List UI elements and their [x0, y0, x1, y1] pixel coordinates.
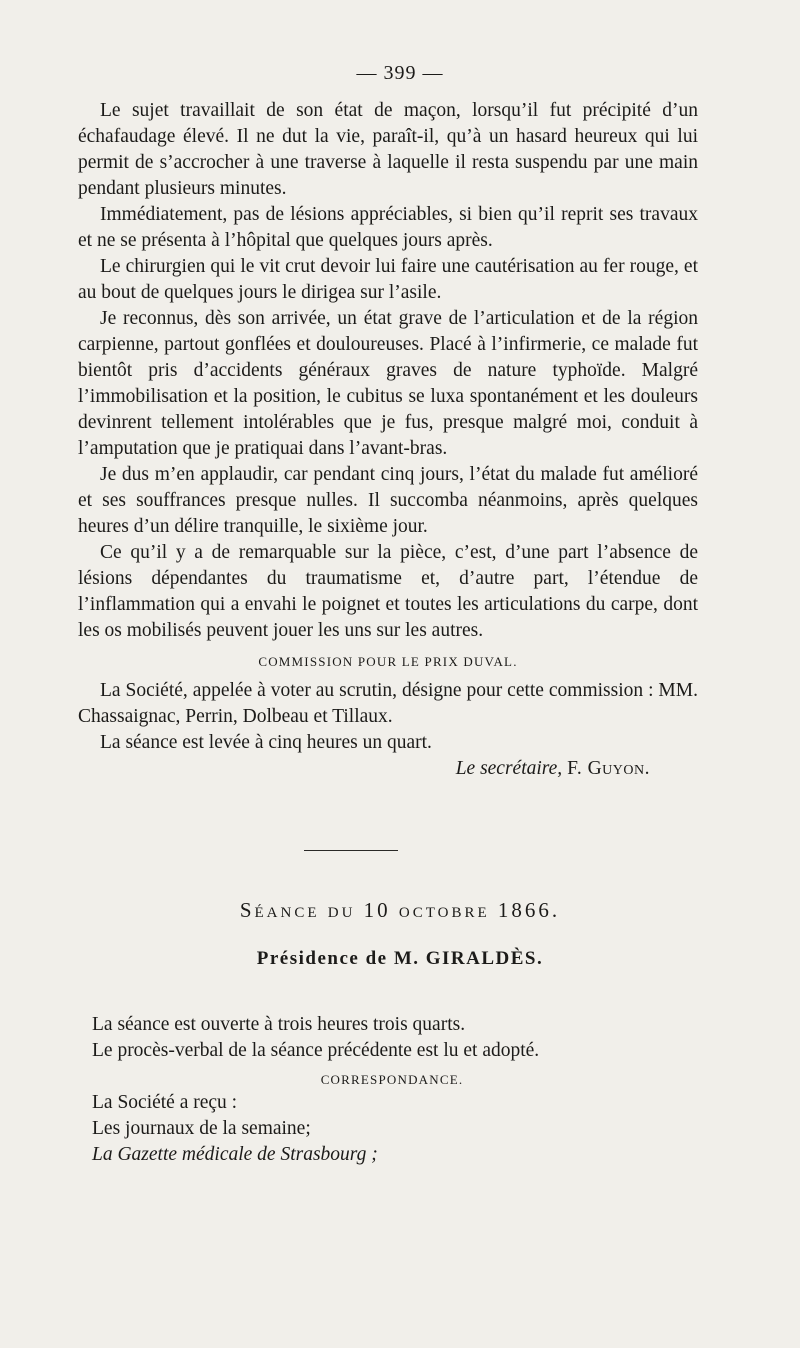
session-text-block — [92, 1012, 692, 1168]
presidence-heading: Présidence de M. GIRALDÈS. — [256, 948, 544, 969]
paragraph: Ce qu’il y a de remarquable sur la pièce, c’est, d’une part l’absence de lésions dépendantes du traumatisme et, d’autre part, l’étendue de l’inflammation qui a envahi le poignet et toutes les articulations du carpe, dont les os mobilisés peuvent jouer les uns sur les autres. — [78, 542, 698, 641]
commission-heading: COMMISSION POUR LE PRIX DUVAL. — [258, 654, 518, 669]
signature-name: F. Guyon. — [567, 758, 650, 779]
correspondance-line: La Société a reçu : — [92, 1092, 238, 1113]
page-number: — 399 — — [356, 62, 444, 84]
correspondance-line: Les journaux de la semaine; — [92, 1118, 311, 1139]
paragraph: Le sujet travaillait de son état de maçon, lorsqu’il fut précipité d’un échafaudage élevé. Il ne dut la vie, paraît-il, qu’à un hasard heureux qui lui permit de s’accrocher à une traverse à laquelle il resta suspendu par une main pendant plusieurs minutes. — [78, 100, 698, 199]
paragraph: Je dus m’en applaudir, car pendant cinq jours, l’état du malade fut amélioré et ses souffrances presque nulles. Il succomba néanmoins, après quelques heures d’un délire tranquille, le sixième jour. — [78, 464, 698, 537]
paragraph: Je reconnus, dès son arrivée, un état grave de l’articulation et de la région carpienne, partout gonflées et douloureuses. Placé à l’infirmerie, ce malade fut bientôt pris d’accidents généraux graves de nature typhoïde. Malgré l’immobilisation et la position, le cubitus se luxa spontanément et les douleurs devinrent tellement intolérables que je fus, presque malgré moi, conduit à l’amputation que je pratiquai dans l’avant-bras. — [78, 308, 698, 459]
report-text-block — [78, 98, 698, 782]
session-title: Séance du 10 octobre 1866. — [239, 898, 561, 922]
paragraph: Le chirurgien qui le vit crut devoir lui faire une cautérisation au fer rouge, et au bout de quelques jours le dirigea sur l’asile. — [78, 256, 698, 303]
signature-role: Le secrétaire, — [455, 758, 563, 779]
paragraph: La séance est levée à cinq heures un quart. — [100, 732, 432, 753]
section-divider — [304, 850, 398, 851]
opening-line: La séance est ouverte à trois heures trois quarts. — [92, 1014, 466, 1035]
paragraph: Immédiatement, pas de lésions appréciables, si bien qu’il reprit ses travaux et ne se présenta à l’hôpital que quelques jours après. — [78, 204, 698, 251]
correspondance-journal: La Gazette médicale de Strasbourg ; — [92, 1144, 378, 1165]
paragraph: La Société, appelée à voter au scrutin, désigne pour cette commission : MM. Chassaignac, Perrin, Dolbeau et Tillaux. — [78, 680, 698, 727]
correspondance-heading: CORRESPONDANCE. — [320, 1072, 464, 1087]
opening-line: Le procès-verbal de la séance précédente est lu et adopté. — [92, 1040, 540, 1061]
signature — [78, 756, 650, 782]
